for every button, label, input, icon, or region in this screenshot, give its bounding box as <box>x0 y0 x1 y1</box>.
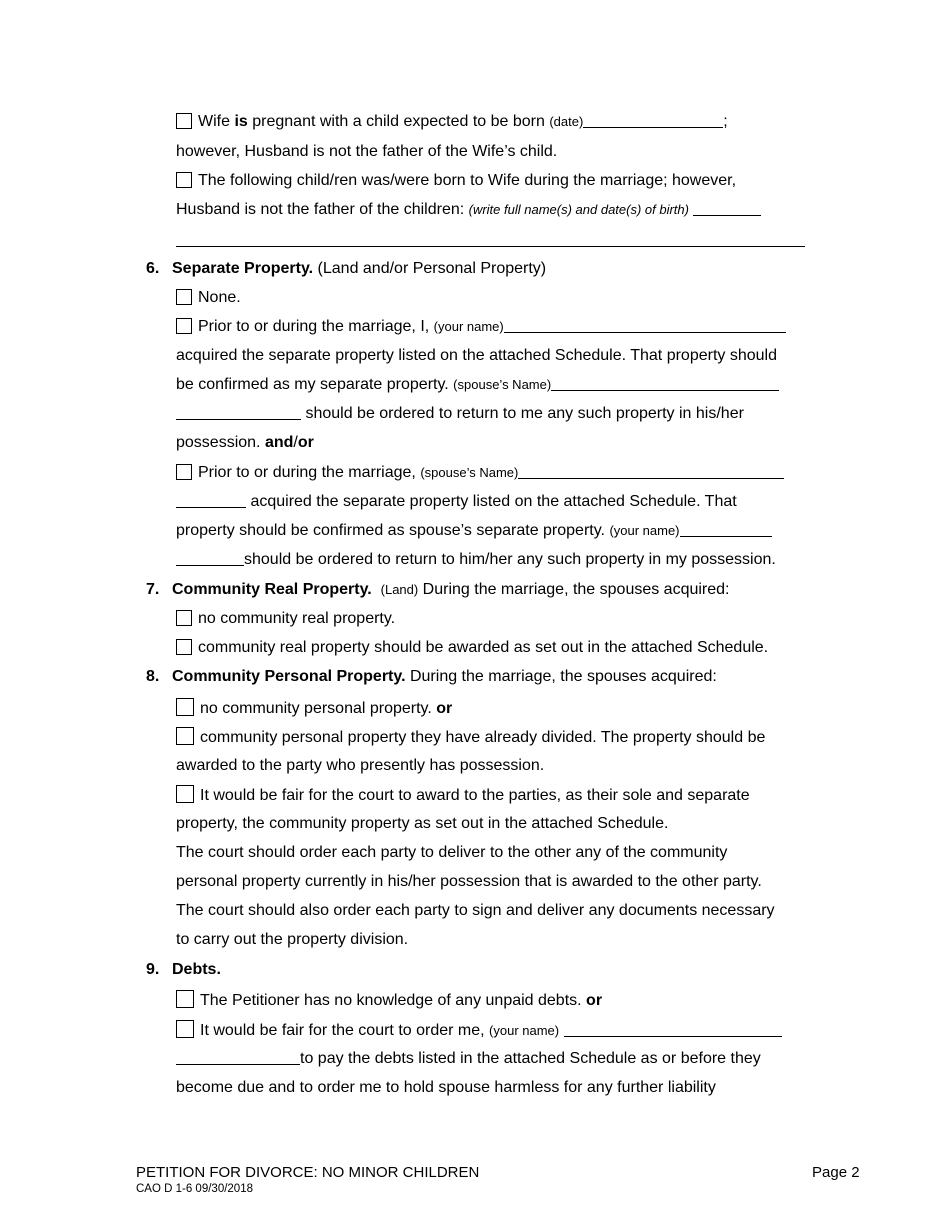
item-9-option-1: The Petitioner has no knowledge of any unpaid debts. or <box>176 990 602 1011</box>
item-6-mine-line-1: Prior to or during the marriage, I, (your name) <box>176 317 786 337</box>
no-community-real-property-checkbox[interactable] <box>176 610 192 626</box>
footer-page-number: Page 2 <box>812 1164 860 1181</box>
children-names-field[interactable] <box>693 201 761 216</box>
already-divided-checkbox[interactable] <box>176 727 194 745</box>
item-6-spouse-line-4: should be ordered to return to him/her any such property in my possession. <box>176 550 776 570</box>
footer-form-code: CAO D 1-6 09/30/2018 <box>136 1183 253 1195</box>
no-debts-checkbox[interactable] <box>176 990 194 1008</box>
spouse-name-field-2[interactable] <box>176 405 301 420</box>
spouse-name-field-3[interactable] <box>518 464 784 479</box>
due-date-field[interactable] <box>583 113 723 128</box>
item-6-mine-line-5: possession. and/or <box>176 434 314 451</box>
item-8-para-4: to carry out the property division. <box>176 931 409 948</box>
item-6-spouse-line-3: property should be confirmed as spouse’s separate property. (your name) <box>176 521 772 541</box>
item-9-option-2-line-3: become due and to order me to hold spouse harmless for any further liability <box>176 1079 716 1096</box>
pregnant-checkbox[interactable] <box>176 113 192 129</box>
item-8-option-1: no community personal property. or <box>176 698 452 719</box>
children-line: The following child/ren was/were born to Wife during the marriage; however, <box>176 171 736 191</box>
item-6-spouse-line-1: Prior to or during the marriage, (spouse’s Name) <box>176 463 784 483</box>
item-8-option-2-line-2: awarded to the party who presently has possession. <box>176 757 545 774</box>
item-8-option-3: It would be fair for the court to award to the parties, as their sole and separate <box>176 785 750 806</box>
your-name-field-5[interactable] <box>176 1050 300 1065</box>
item-6-heading: 6. Separate Property. (Land and/or Personal Property) <box>146 260 547 277</box>
children-checkbox[interactable] <box>176 172 192 188</box>
community-real-property-checkbox[interactable] <box>176 639 192 655</box>
item-6-none: None. <box>176 288 241 308</box>
no-community-personal-property-checkbox[interactable] <box>176 698 194 716</box>
award-per-schedule-checkbox[interactable] <box>176 785 194 803</box>
item-7-option-1: no community real property. <box>176 609 395 629</box>
item-8-para-1: The court should order each party to deliver to the other any of the community <box>176 844 728 861</box>
pregnant-line: Wife is pregnant with a child expected to be born (date) ; <box>176 112 728 132</box>
item-8-heading: 8. Community Personal Property. During the marriage, the spouses acquired: <box>146 668 717 685</box>
your-name-field-3[interactable] <box>176 551 244 566</box>
item-9-heading: 9. Debts. <box>146 961 221 978</box>
children-names-field-2[interactable] <box>176 246 805 247</box>
item-6-mine-line-4: should be ordered to return to me any such property in his/her <box>176 404 744 424</box>
your-name-field[interactable] <box>504 318 786 333</box>
my-separate-property-checkbox[interactable] <box>176 318 192 334</box>
item-7-option-2: community real property should be awarded as set out in the attached Schedule. <box>176 638 768 658</box>
children-line-2: Husband is not the father of the children: (write full name(s) and date(s) of birth) <box>176 200 761 220</box>
item-7-heading: 7. Community Real Property. (Land) During the marriage, the spouses acquired: <box>146 581 730 598</box>
spouse-name-field[interactable] <box>551 376 779 391</box>
spouse-separate-property-checkbox[interactable] <box>176 464 192 480</box>
item-6-spouse-line-2: acquired the separate property listed on the attached Schedule. That <box>176 492 737 512</box>
item-8-para-2: personal property currently in his/her possession that is awarded to the other party. <box>176 873 762 890</box>
pregnant-line-2: however, Husband is not the father of the Wife’s child. <box>176 143 558 160</box>
item-8-option-3-line-2: property, the community property as set out in the attached Schedule. <box>176 815 669 832</box>
none-checkbox[interactable] <box>176 289 192 305</box>
footer-form-title: PETITION FOR DIVORCE: NO MINOR CHILDREN <box>136 1164 480 1181</box>
item-9-option-2-line-2: to pay the debts listed in the attached Schedule as or before they <box>176 1049 761 1069</box>
item-9-option-2: It would be fair for the court to order me, (your name) <box>176 1020 782 1041</box>
item-6-mine-line-3: be confirmed as my separate property. (spouse’s Name) <box>176 375 779 395</box>
order-me-pay-debts-checkbox[interactable] <box>176 1020 194 1038</box>
your-name-field-2[interactable] <box>680 522 772 537</box>
spouse-name-field-4[interactable] <box>176 493 246 508</box>
item-8-para-3: The court should also order each party to sign and deliver any documents necessary <box>176 902 775 919</box>
item-8-option-2: community personal property they have already divided. The property should be <box>176 727 765 748</box>
your-name-field-4[interactable] <box>564 1022 782 1037</box>
item-6-mine-line-2: acquired the separate property listed on the attached Schedule. That property should <box>176 347 777 364</box>
